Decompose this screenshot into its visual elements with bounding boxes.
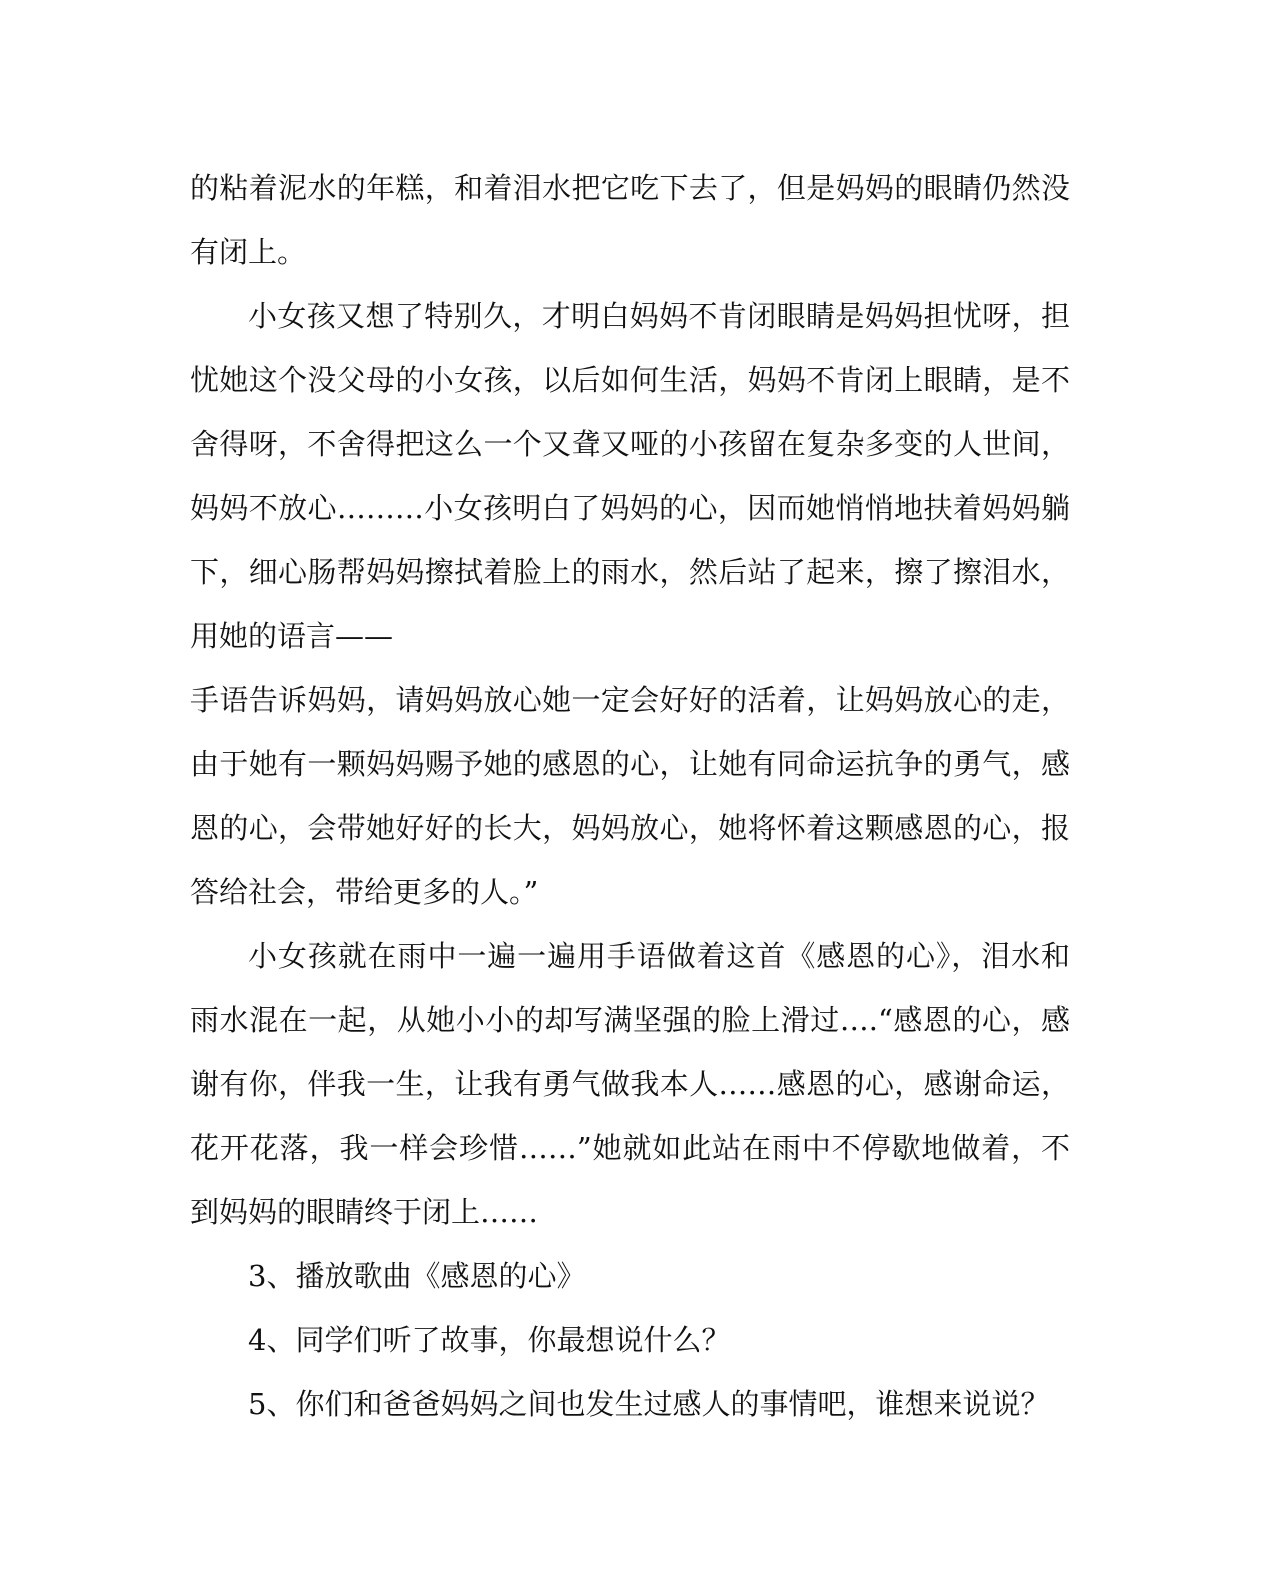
document-body	[190, 156, 1070, 1436]
text-line: 由于她有一颗妈妈赐予她的感恩的心，让她有同命运抗争的勇气，感	[190, 747, 1070, 781]
text-line: 小女孩又想了特别久，才明白妈妈不肯闭眼睛是妈妈担忧呀，担	[248, 299, 1070, 333]
text-line: 4、同学们听了故事，你最想说什么？	[248, 1323, 731, 1357]
text-line: 花开花落，我一样会珍惜……”她就如此站在雨中不停歇地做着，不	[190, 1131, 1070, 1165]
text-line: 到妈妈的眼睛终于闭上……	[190, 1195, 539, 1229]
text-line: 小女孩就在雨中一遍一遍用手语做着这首《感恩的心》，泪水和	[248, 939, 1070, 973]
text-line: 用她的语言——	[190, 619, 394, 653]
text-line: 雨水混在一起，从她小小的却写满坚强的脸上滑过….“感恩的心，感	[190, 1003, 1070, 1037]
text-line: 3、播放歌曲《感恩的心》	[248, 1259, 586, 1293]
text-line: 妈妈不放心………小女孩明白了妈妈的心，因而她悄悄地扶着妈妈躺	[190, 491, 1070, 525]
text-line: 下，细心肠帮妈妈擦拭着脸上的雨水，然后站了起来，擦了擦泪水，	[190, 555, 1070, 589]
text-line: 有闭上。	[190, 235, 307, 269]
text-line: 5、你们和爸爸妈妈之间也发生过感人的事情吧，谁想来说说？	[248, 1387, 1050, 1421]
text-line: 忧她这个没父母的小女孩，以后如何生活，妈妈不肯闭上眼睛，是不	[190, 363, 1070, 397]
text-line: 的粘着泥水的年糕，和着泪水把它吃下去了，但是妈妈的眼睛仍然没	[190, 171, 1070, 205]
text-line: 恩的心，会带她好好的长大，妈妈放心，她将怀着这颗感恩的心，报	[190, 811, 1070, 845]
text-line: 手语告诉妈妈，请妈妈放心她一定会好好的活着，让妈妈放心的走，	[190, 683, 1070, 717]
text-line: 舍得呀，不舍得把这么一个又聋又哑的小孩留在复杂多变的人世间，	[190, 427, 1070, 461]
text-line: 答给社会，带给更多的人。”	[190, 875, 539, 909]
text-line: 谢有你，伴我一生，让我有勇气做我本人……感恩的心，感谢命运，	[190, 1067, 1070, 1101]
